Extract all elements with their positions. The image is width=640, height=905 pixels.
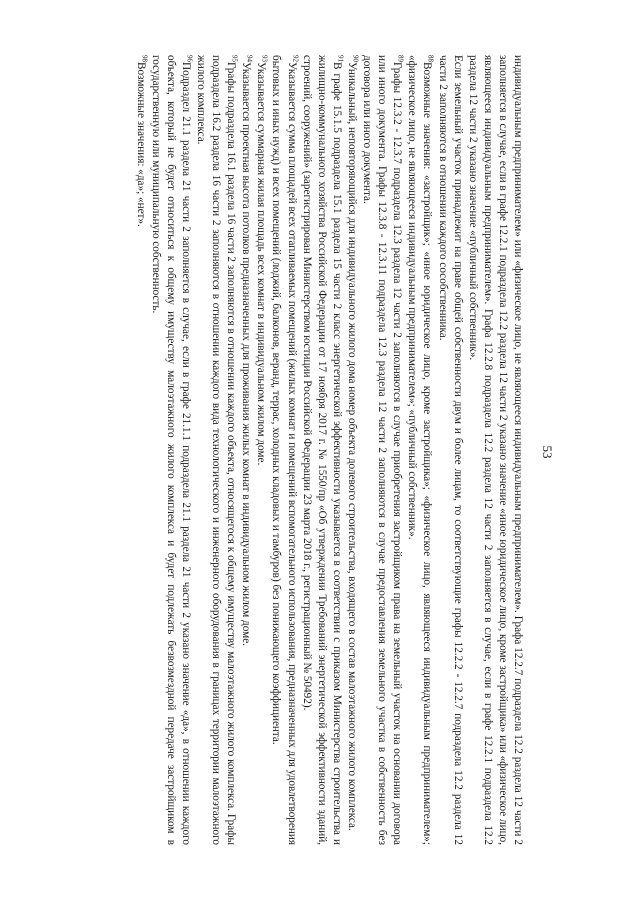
page-number: 53 <box>540 445 555 459</box>
footnote-mark: 94 <box>246 55 255 62</box>
paragraph <box>404 55 434 845</box>
footnote-mark: 90 <box>351 55 360 62</box>
footnote-mark: 95 <box>230 55 239 62</box>
rotated-sheet <box>85 37 555 867</box>
paragraph <box>133 55 148 845</box>
paragraph <box>193 55 238 845</box>
paragraph <box>344 55 359 845</box>
footnote-mark: 88 <box>427 55 436 62</box>
footnote-mark: 93 <box>261 55 270 62</box>
paragraph <box>434 55 464 845</box>
paragraph-text: Указывается проектная высота потолков предназначенных для проживания жилых комнат в индивидуальном жилом доме. <box>240 62 253 646</box>
paragraph <box>268 55 298 845</box>
paragraph <box>299 55 344 845</box>
paragraph <box>359 55 404 845</box>
paragraph-text: Если земельный участок принадлежит на праве общей собственности двум и более лицам, то соответствующие графы 12.2.2 - 12.2.7 подраздела 12.2 раздела 12 части 2 заполняются в отношении каждого сособственника. <box>436 55 464 845</box>
paragraph-text: Подраздел 21.1 раздела 21 части 2 заполняется в случае, если в графе 21.1.1 подраздела 21.1 раздела 21 части 2 указано значение «да», в отношении каждого объекта, который не будет относиться к общему имуществу малоэтажного жилого комплекса и будет подлежать безвозмездной передаче застройщиком в государственную или муниципальную собственность. <box>149 55 192 845</box>
footnote-mark: 91 <box>336 55 345 62</box>
paragraph-text: Указывается суммарная жилая площадь всех комнат в индивидуальном жилом доме. <box>255 62 268 466</box>
paragraph-text: Возможные значения: «да»; «нет». <box>134 62 147 227</box>
paragraph-text: Уникальный, неповторяющийся для индивидуального жилого дома номер объекта долевого строительства, входящего в состав малоэтажного жилого комплекса. <box>345 62 358 831</box>
paragraph <box>238 55 253 845</box>
paragraph-text: В графе 15.1.5 подраздела 15.1 раздела 15 части 2 класс энергетической эффективности указывается в соответствии с приказом Министерства строительства и жилищно-коммунального хозяйства Российской Федерации от 17 ноября 2017 г. № 1550/пр «Об утверждении Требований энергетической эффективности зданий, строений, сооружений» (зарегистрирован Министерством юстиции Российской Федерации 23 марта 2018 г., регистрационный № 50492). <box>300 55 343 845</box>
footnotes-text <box>133 55 525 845</box>
footnote-mark: 98 <box>140 55 149 62</box>
footnote-mark: 89 <box>396 55 405 62</box>
paragraph-text: Графы 12.3.2 - 12.3.7 подраздела 12.3 раздела 12 части 2 заполняются в случае приобретения застройщиком права на земельный участок на основании договора или иного документа. Графы 12.3.8 - 12.3.11 подраздела 12.3 раздела 12 части 2 заполняются в случае предоставления земельного участка в собственность без договора или иного документа. <box>361 55 404 845</box>
paragraph-text: Указывается сумма площадей всех отапливаемых помещений (жилых комнат и помещений вспомогательного использования, предназначенных для удовлетворения бытовых и иных нужд) и всех помещений (лоджий, балконов, веранд, террас, холодных кладовых и тамбуров) без понижающего коэффициента. <box>270 55 298 845</box>
paragraph <box>465 55 525 845</box>
footnote-mark: 92 <box>291 55 300 62</box>
paragraph-text: Возможные значения: «застройщик»; «иное юридическое лицо, кроме застройщика»; «физическое лицо, являющееся индивидуальным предпринимателем»; «физическое лицо, не являющееся индивидуальным предпринимателем»; «публичный собственник». <box>406 55 434 845</box>
paragraph <box>148 55 193 845</box>
paragraph <box>253 55 268 845</box>
paragraph-text: Графы подраздела 16.1 раздела 16 части 2 заполняются в отношении каждого объекта, относящегося к общему имуществу малоэтажного жилого комплекса. Графы подраздела 16.2 раздела 16 части 2 заполняются в отношении каждого вида технологического и инженерного оборудования в границах территории малоэтажного жилого комплекса. <box>195 55 238 845</box>
paragraph-text: индивидуальным предпринимателем» или «физическое лицо, не являющееся индивидуальным предпринимателем». Графа 12.2.7 подраздела 12.2 раздела 12 части 2 заполняется в случае, если в графе 12.2.1 подраздела 12.2 раздела 12 части 2 указано значение «иное юридическое лицо, кроме застройщика» или «физическое лицо, являющееся индивидуальным предпринимателем». Графа 12.2.8 подраздела 12.2 раздела 12 части 2 заполняется в случае, если в графе 12.2.1 подраздела 12.2 раздела 12 части 2 указано значение «публичный собственник». <box>466 55 524 845</box>
footnote-mark: 96 <box>185 55 194 62</box>
